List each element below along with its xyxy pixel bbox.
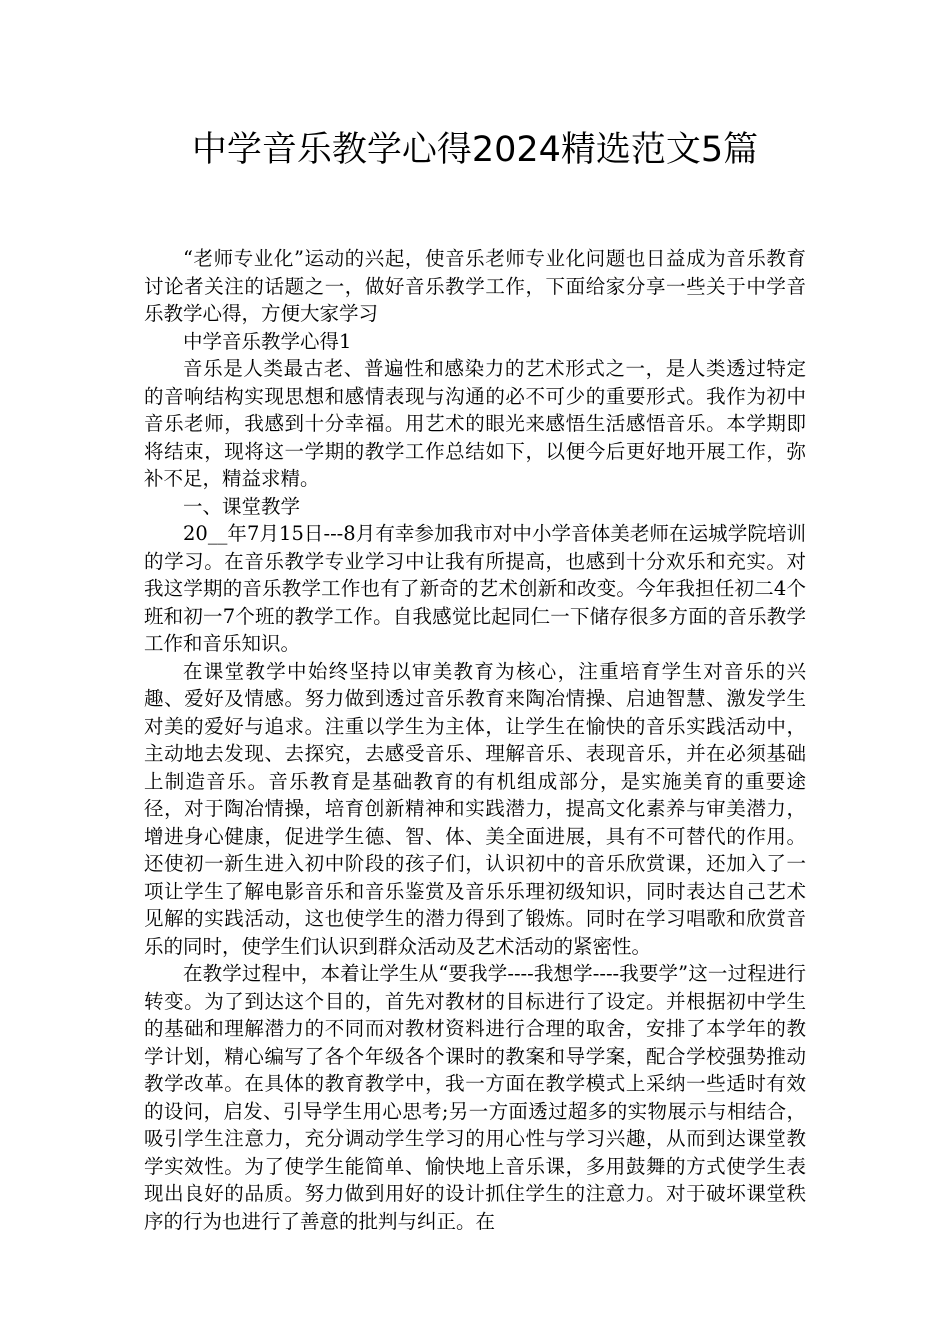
body-paragraph: 20__年7月15日---8月有幸参加我市对中小学音体美老师在运城学院培训的学习。在音乐教学专业学习中让我有所提高，也感到十分欢乐和充实。对我这学期的音乐教学工作也有了新奇的艺术创新和改变。今年我担任初二4个班和初一7个班的教学工作。自我感觉比起同仁一下储存很多方面的音乐教学工作和音乐知识。 bbox=[144, 522, 806, 655]
body-paragraph: 音乐是人类最古老、普遍性和感染力的艺术形式之一，是人类透过特定的音响结构实现思想和感情表现与沟通的必不可少的重要形式。我作为初中音乐老师，我感到十分幸福。用艺术的眼光来感悟生活感悟音乐。本学期即将结束，现将这一学期的教学工作总结如下，以便今后更好地开展工作，弥补不足，精益求精。 bbox=[144, 357, 806, 490]
body-paragraph: 在课堂教学中始终坚持以审美教育为核心，注重培育学生对音乐的兴趣、爱好及情感。努力做到透过音乐教育来陶冶情操、启迪智慧、激发学生对美的爱好与追求。注重以学生为主体，让学生在愉快的音乐实践活动中，主动地去发现、去探究，去感受音乐、理解音乐、表现音乐，并在必须基础上制造音乐。音乐教育是基础教育的有机组成部分，是实施美育的重要途径，对于陶冶情操，培育创新精神和实践潜力，提高文化素养与审美潜力，增进身心健康，促进学生德、智、体、美全面进展，具有不可替代的作用。还使初一新生进入初中阶段的孩子们，认识初中的音乐欣赏课，还加入了一项让学生了解电影音乐和音乐鉴赏及音乐乐理初级知识，同时表达自己艺术见解的实践活动，这也使学生的潜力得到了锻炼。同时在学习唱歌和欣赏音乐的同时，使学生们认识到群众活动及艺术活动的紧密性。 bbox=[144, 659, 806, 958]
document-title: 中学音乐教学心得2024精选范文5篇 bbox=[191, 130, 759, 170]
section-heading: 中学音乐教学心得1 bbox=[183, 329, 352, 353]
subsection-heading: 一、课堂教学 bbox=[183, 494, 301, 518]
document-body bbox=[144, 245, 806, 1235]
intro-paragraph: “老师专业化”运动的兴起，使音乐老师专业化问题也日益成为音乐教育讨论者关注的话题之一，做好音乐教学工作，下面给家分享一些关于中学音乐教学心得，方便大家学习 bbox=[144, 247, 806, 325]
body-paragraph: 在教学过程中，本着让学生从“要我学----我想学----我要学”这一过程进行转变。为了到达这个目的，首先对教材的目标进行了设定。并根据初中学生的基础和理解潜力的不同而对教材资料进行合理的取舍，安排了本学年的教学计划，精心编写了各个年级各个课时的教案和导学案，配合学校强势推动教学改革。在具体的教育教学中，我一方面在教学模式上采纳一些适时有效的设问，启发、引导学生用心思考;另一方面透过超多的实物展示与相结合，吸引学生注意力，充分调动学生学习的用心性与学习兴趣，从而到达课堂教学实效性。为了使学生能简单、愉快地上音乐课，多用鼓舞的方式使学生表现出良好的品质。努力做到用好的设计抓住学生的注意力。对于破坏课堂秩序的行为也进行了善意的批判与纠正。在 bbox=[144, 962, 806, 1233]
